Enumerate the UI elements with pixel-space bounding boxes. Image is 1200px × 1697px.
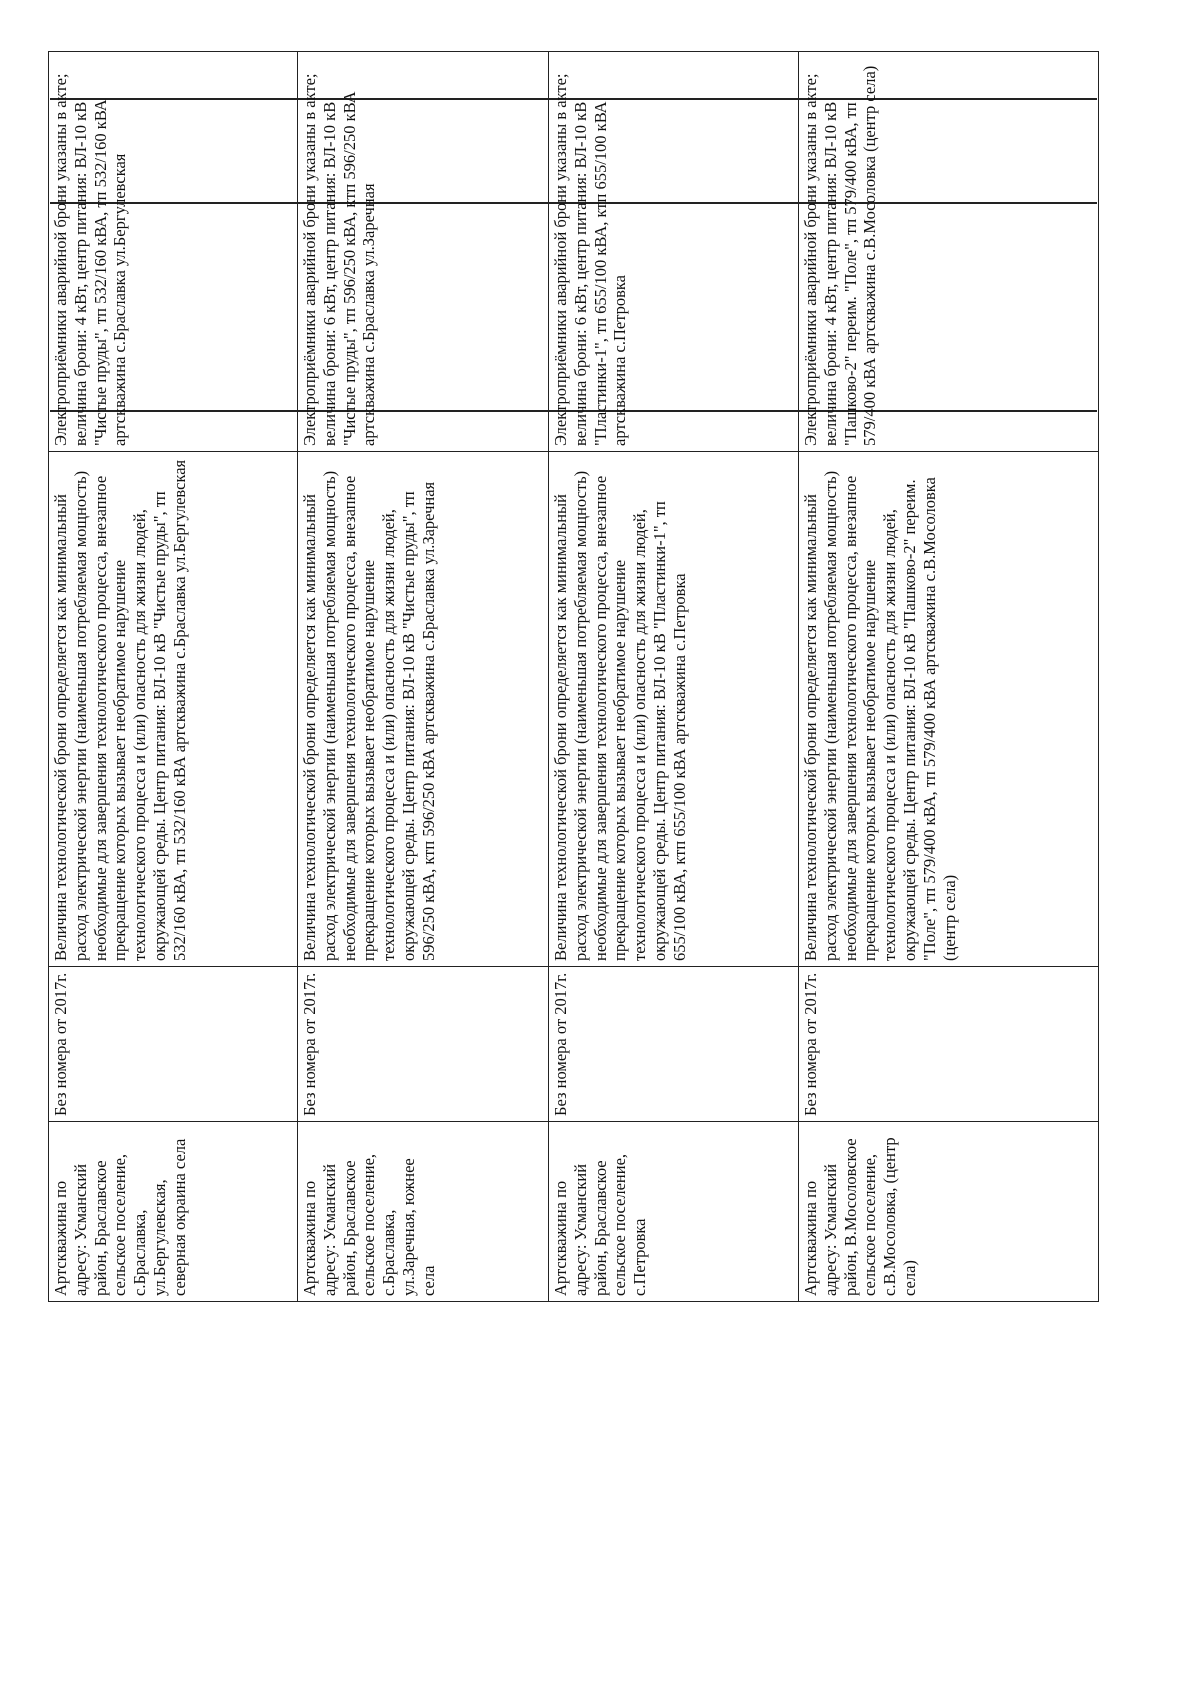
object-cell: Артскважина по адресу: Усманский район, Браславское сельское поселение, с.Петровка: [549, 1122, 799, 1302]
emergency-reserve-cell: Электроприёмники аварийной брони указаны в акте; величина брони: 4 кВт, центр питания: ВЛ-10 кВ "Чистые пруды", тп 532/160 кВА, тп 532/160 кВА артскважина с.Браславка ул.Бергулевская: [49, 52, 298, 452]
act-cell: Без номера от 2017г.: [549, 967, 799, 1122]
act-cell: Без номера от 2017г.: [49, 967, 298, 1122]
tech-reserve-cell: Величина технологической брони определяется как минимальный расход электрической энергии (наименьшая потребляемая мощность) необходимые для завершения технологического процесса, внезапное прекращение которых вызывает необратимое нарушение технологического процесса и (или) опасность для жизни людей, окружающей среды. Центр питания: ВЛ-10 кВ "Пластинки-1", тп 655/100 кВА, ктп 655/100 кВА артскважина с.Петровка: [549, 452, 799, 967]
table-row: [799, 52, 1099, 1302]
tech-reserve-cell: Величина технологической брони определяется как минимальный расход электрической энергии (наименьшая потребляемая мощность) необходимые для завершения технологического процесса, внезапное прекращение которых вызывает необратимое нарушение технологического процесса и (или) опасность для жизни людей, окружающей среды. Центр питания: ВЛ-10 кВ "Пашково-2" переим. "Поле", тп 579/400 кВА, тп 579/400 кВА артскважина с.В.Мосоловка (центр села): [799, 452, 1099, 967]
emergency-reserve-cell: Электроприёмники аварийной брони указаны в акте; величина брони: 6 кВт, центр питания: ВЛ-10 кВ "Пластинки-1", тп 655/100 кВА, ктп 655/100 кВА артскважина с.Петровка: [549, 52, 799, 452]
act-cell: Без номера от 2017г.: [298, 967, 549, 1122]
emergency-reserve-cell: Электроприёмники аварийной брони указаны в акте; величина брони: 6 кВт, центр питания: ВЛ-10 кВ "Чистые пруды", тп 596/250 кВА, ктп 596/250 кВА артскважина с.Браславка ул.Заречная: [298, 52, 549, 452]
table-row: [549, 52, 799, 1302]
table-row: [298, 52, 549, 1302]
tech-reserve-cell: Величина технологической брони определяется как минимальный расход электрической энергии (наименьшая потребляемая мощность) необходимые для завершения технологического процесса, внезапное прекращение которых вызывает необратимое нарушение технологического процесса и (или) опасность для жизни людей, окружающей среды. Центр питания: ВЛ-10 кВ "Чистые пруды", тп 596/250 кВА, ктп 596/250 кВА артскважина с.Браславка ул.Заречная: [298, 452, 549, 967]
table-row: [49, 52, 298, 1302]
tech-reserve-cell: Величина технологической брони определяется как минимальный расход электрической энергии (наименьшая потребляемая мощность) необходимые для завершения технологического процесса, внезапное прекращение которых вызывает необратимое нарушение технологического процесса и (или) опасность для жизни людей, окружающей среды. Центр питания: ВЛ-10 кВ "Чистые пруды", тп 532/160 кВА, тп 532/160 кВА артскважина с.Браславка ул.Бергулевская: [49, 452, 298, 967]
emergency-reserve-cell: Электроприёмники аварийной брони указаны в акте; величина брони: 4 кВт, центр питания: ВЛ-10 кВ "Пашково-2" переим. "Поле", тп 579/400 кВА, тп 579/400 кВА артскважина с.В.Мосоловка (центр села): [799, 52, 1099, 452]
act-cell: Без номера от 2017г.: [799, 967, 1099, 1122]
object-cell: Артскважина по адресу: Усманский район, Браславское сельское поселение, с.Браславка, ул.Бергулевская, северная окраина села: [49, 1122, 298, 1302]
object-cell: Артскважина по адресу: Усманский район, Браславское сельское поселение, с.Браславка, ул.Заречная, южнее села: [298, 1122, 549, 1302]
reserve-table: [48, 51, 1099, 1302]
object-cell: Артскважина по адресу: Усманский район, В.Мосоловское сельское поселение, с.В.Мосоловка, (центр села): [799, 1122, 1099, 1302]
